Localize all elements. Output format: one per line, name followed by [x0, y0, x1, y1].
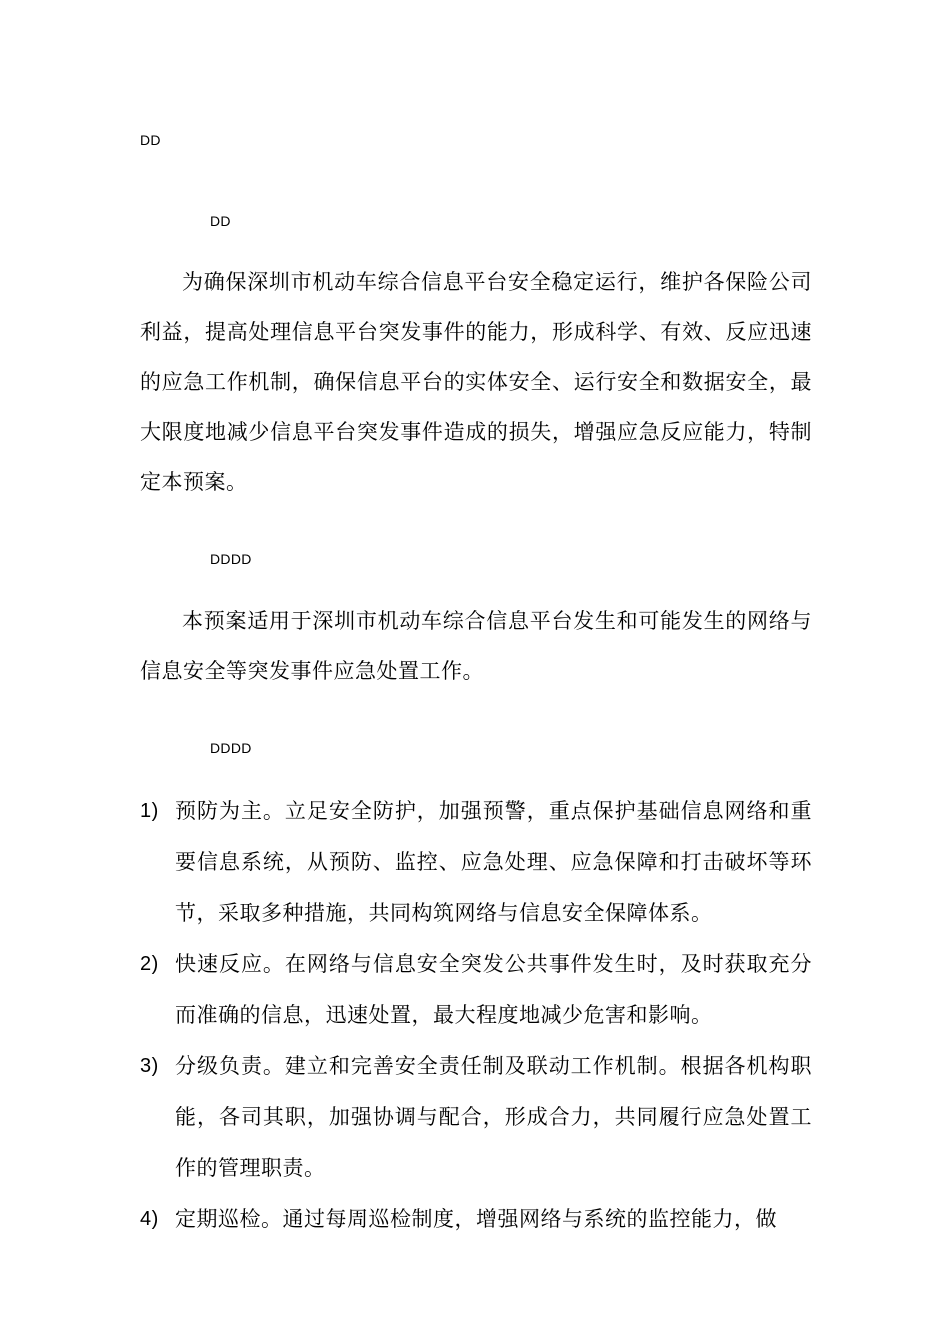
- list-item-number: 4): [140, 1208, 159, 1230]
- list-item: [140, 1041, 812, 1194]
- section-heading-scope: DDDD: [210, 551, 252, 567]
- document-heading: DD: [140, 132, 161, 148]
- list-item-text: 预防为主。立足安全防护，加强预警，重点保护基础信息网络和重要信息系统，从预防、监控、应急处理、应急保障和打击破坏等环节，采取多种措施，共同构筑网络与信息安全保障体系。: [175, 799, 812, 925]
- list-item-text: 定期巡检。通过每周巡检制度，增强网络与系统的监控能力，做: [175, 1207, 777, 1231]
- list-item: [140, 1194, 812, 1245]
- principles-list: [140, 786, 812, 1245]
- list-item-number: 1): [140, 800, 159, 822]
- list-item: [140, 939, 812, 1041]
- list-item-number: 3): [140, 1055, 159, 1077]
- section-heading-principles: DDDD: [210, 740, 252, 756]
- list-item: [140, 786, 812, 939]
- list-item-text: 快速反应。在网络与信息安全突发公共事件发生时，及时获取充分而准确的信息，迅速处置，最大程度地减少危害和影响。: [175, 952, 812, 1027]
- section-heading-purpose: DD: [210, 213, 231, 229]
- purpose-paragraph: 为确保深圳市机动车综合信息平台安全稳定运行，维护各保险公司利益，提高处理信息平台突发事件的能力，形成科学、有效、反应迅速的应急工作机制，确保信息平台的实体安全、运行安全和数据安全，最大限度地减少信息平台突发事件造成的损失，增强应急反应能力，特制定本预案。: [140, 270, 812, 494]
- list-item-number: 2): [140, 953, 159, 975]
- list-item-text: 分级负责。建立和完善安全责任制及联动工作机制。根据各机构职能，各司其职，加强协调与配合，形成合力，共同履行应急处置工作的管理职责。: [175, 1054, 812, 1180]
- scope-paragraph: 本预案适用于深圳市机动车综合信息平台发生和可能发生的网络与信息安全等突发事件应急处置工作。: [140, 609, 812, 683]
